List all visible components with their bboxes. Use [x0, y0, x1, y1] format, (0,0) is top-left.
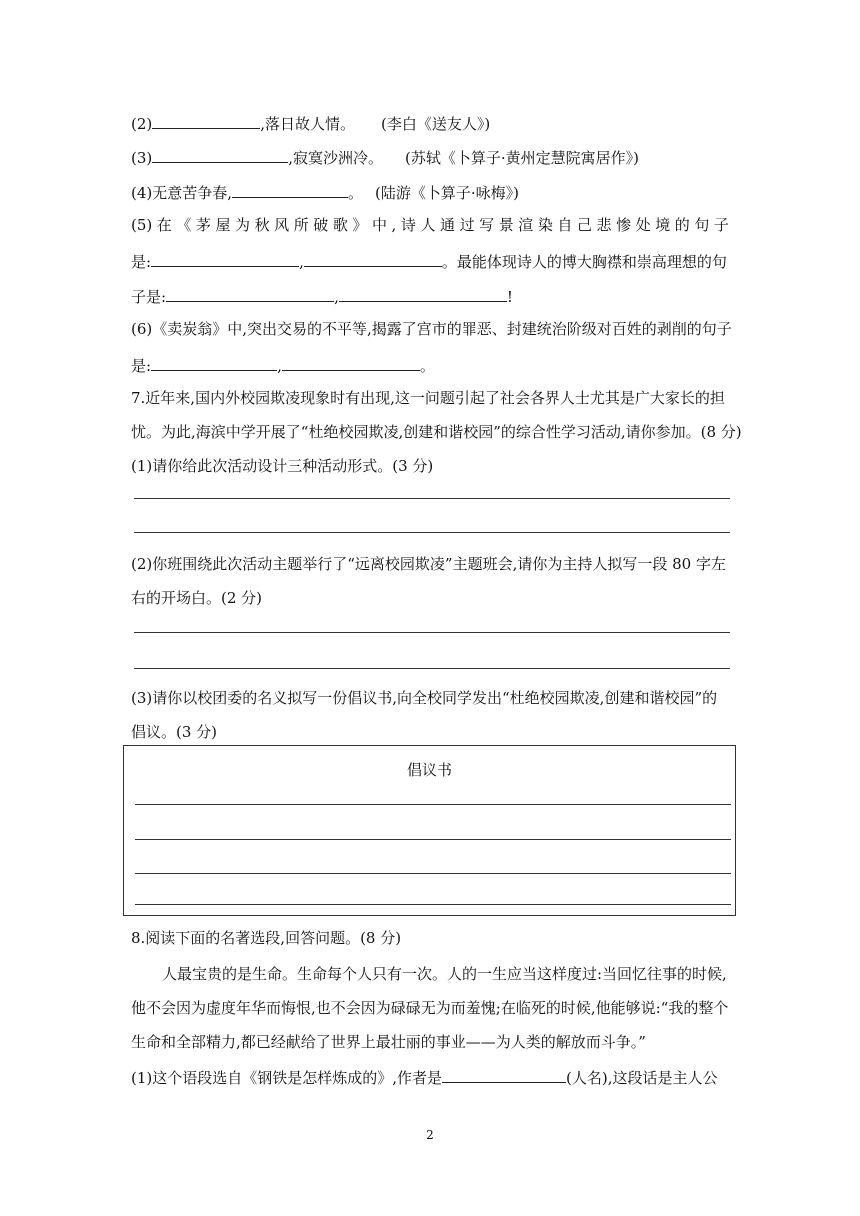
punctuation: 。 — [419, 357, 435, 375]
text-char: 歌 — [332, 216, 348, 234]
q8-sub1 — [131, 1066, 718, 1088]
q7-sub2-line2 — [131, 588, 262, 608]
passage-text: 他不会因为虚度年华而悔恨,也不会因为碌碌无为而羞愧;在临死的时候,他能够说:“我的整个 — [131, 999, 729, 1017]
text-char: 通 — [440, 216, 456, 234]
answer-line[interactable] — [134, 498, 730, 499]
question-text: 忧。为此,海滨中学开展了“杜绝校园欺凌,创建和谐校园”的综合性学习活动,请你参加。(8 分) — [131, 423, 742, 441]
q8-passage-line1 — [162, 964, 727, 984]
fill-blank[interactable] — [166, 285, 334, 302]
page-number: 2 — [426, 1128, 434, 1142]
text-char: 风 — [274, 216, 290, 234]
punctuation: 。 — [348, 184, 364, 202]
question-text: (2)你班围绕此次活动主题举行了“远离校园欺凌”主题班会,请你为主持人拟写一段 80 字左 — [131, 555, 726, 573]
passage-text: 人最宝贵的是生命。生命每个人只有一次。人的一生应当这样度过:当回忆往事的时候, — [162, 965, 727, 983]
answer-line[interactable] — [135, 839, 731, 840]
answer-line[interactable] — [135, 904, 731, 905]
q8-passage-line2 — [131, 998, 728, 1018]
source-citation: (苏轼《卜算子·黄州定慧院寓居作》) — [405, 149, 640, 167]
fill-blank[interactable] — [339, 285, 507, 302]
q7-intro-line2 — [131, 422, 742, 442]
q7-intro-line1 — [131, 388, 725, 408]
q6-item-2 — [131, 112, 490, 134]
punctuation: , — [299, 253, 304, 271]
text-char: 破 — [313, 216, 329, 234]
text: 。最能体现诗人的博大胸襟和崇高理想的句 — [441, 253, 727, 271]
text-char: 句 — [694, 216, 710, 234]
answer-line[interactable] — [135, 804, 731, 805]
q6-item-4 — [131, 181, 519, 203]
question-text: 倡议。(3 分) — [131, 723, 218, 741]
text-char: 》 — [352, 216, 368, 234]
text-char: 秋 — [254, 216, 270, 234]
passage-text: 生命和全部精力,都已经献给了世界上最壮丽的事业——为人类的解放而斗争。” — [131, 1033, 646, 1051]
q6-item-6-line1 — [131, 319, 732, 339]
text-char: 境 — [655, 216, 671, 234]
q6-item-5-line2 — [131, 250, 727, 272]
fill-blank[interactable] — [151, 250, 299, 267]
text-char: 自 — [557, 216, 573, 234]
text-char: 人 — [420, 216, 436, 234]
answer-line[interactable] — [134, 632, 730, 633]
item-number: (3) — [131, 149, 153, 167]
fill-blank[interactable] — [151, 354, 277, 371]
item-number: (5) — [131, 216, 153, 234]
q6-item-5-line1 — [131, 215, 729, 235]
q6-item-5-line3 — [131, 285, 513, 307]
text-char: 中 — [371, 216, 387, 234]
text-char: 染 — [537, 216, 553, 234]
text: 子是: — [131, 288, 167, 306]
proposal-answer-box — [123, 745, 736, 916]
text-char: 的 — [674, 216, 690, 234]
question-text: 8.阅读下面的名著选段,回答问题。(8 分) — [131, 929, 402, 947]
q8-passage-line3 — [131, 1032, 646, 1052]
text-char: 诗 — [400, 216, 416, 234]
q7-sub3-line1 — [131, 688, 717, 708]
text-char: 《 — [176, 216, 192, 234]
poem-line: ,落日故人情。 — [260, 115, 356, 133]
text-char: 在 — [156, 216, 172, 234]
text-char: 惨 — [616, 216, 632, 234]
poem-line: (4)无意苦争春, — [131, 184, 233, 202]
text-char: 过 — [459, 216, 475, 234]
question-text: (人名),这段话是主人公 — [566, 1069, 718, 1087]
answer-line[interactable] — [134, 668, 730, 669]
text-char: 为 — [235, 216, 251, 234]
text-char: 屋 — [215, 216, 231, 234]
q8-intro — [131, 928, 401, 948]
text: 是: — [131, 253, 152, 271]
q7-sub3-line2 — [131, 722, 217, 742]
answer-line[interactable] — [135, 873, 731, 874]
source-citation: (陆游《卜算子·咏梅》) — [375, 184, 520, 202]
question-text: (3)请你以校团委的名义拟写一份倡议书,向全校同学发出“杜绝校园欺凌,创建和谐校园”的 — [131, 689, 718, 707]
fill-blank[interactable] — [304, 250, 442, 267]
punctuation: , — [334, 288, 339, 306]
fill-blank[interactable] — [152, 146, 288, 163]
q7-sub1 — [131, 456, 433, 476]
punctuation: ! — [506, 288, 513, 306]
question-text: 右的开场白。(2 分) — [131, 589, 263, 607]
question-text: (1)请你给此次活动设计三种活动形式。(3 分) — [131, 457, 434, 475]
question-text: 7.近年来,国内外校园欺凌现象时有出现,这一问题引起了社会各界人士尤其是广大家长的担 — [131, 389, 725, 407]
q6-item-6-line2 — [131, 354, 435, 376]
q7-sub2-line1 — [131, 554, 726, 574]
fill-blank[interactable] — [232, 181, 348, 198]
poem-line: ,寂寞沙洲冷。 — [288, 149, 384, 167]
text-char: 景 — [498, 216, 514, 234]
question-text: (1)这个语段选自《钢铁是怎样炼成的》,作者是 — [131, 1069, 443, 1087]
text-char: 处 — [635, 216, 651, 234]
text-char: 己 — [576, 216, 592, 234]
punctuation: , — [277, 357, 282, 375]
fill-blank[interactable] — [442, 1066, 566, 1083]
item-number: (2) — [131, 115, 153, 133]
text: 是: — [131, 357, 152, 375]
text-char: 子 — [713, 216, 729, 234]
text-char: 悲 — [596, 216, 612, 234]
fill-blank[interactable] — [152, 112, 260, 129]
text-char: 所 — [293, 216, 309, 234]
q6-item-3 — [131, 146, 639, 168]
text-char: , — [391, 216, 397, 234]
text-char: 写 — [479, 216, 495, 234]
source-citation: (李白《送友人》) — [381, 115, 491, 133]
answer-line[interactable] — [134, 532, 730, 533]
fill-blank[interactable] — [282, 354, 420, 371]
text-char: 渲 — [518, 216, 534, 234]
text: (6)《卖炭翁》中,突出交易的不平等,揭露了宫市的罪恶、封建统治阶级对百姓的剥削的句子 — [131, 320, 732, 338]
proposal-title: 倡议书 — [406, 761, 452, 779]
text-char: 茅 — [195, 216, 211, 234]
